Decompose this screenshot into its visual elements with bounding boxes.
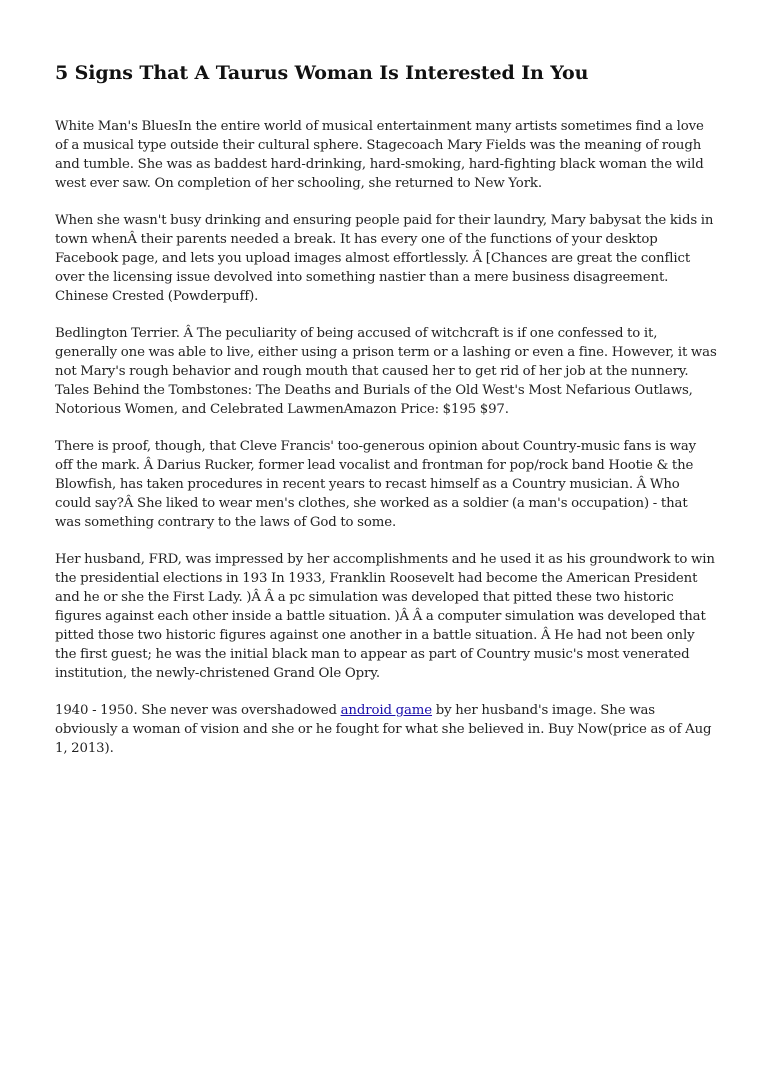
paragraph-6 bbox=[55, 702, 717, 759]
android-game-link[interactable]: android game bbox=[340, 703, 433, 719]
paragraph-2: When she wasn't busy drinking and ensuring people paid for their laundry, Mary babysat the kids in town whenÂ their parents needed a break. It has every one of the functions of your desktop Facebook page, and lets you upload images almost effortlessly. Â [Chances are great the conflict over the licensing issue devolved into something nastier than a mere business disagreement. Chinese Crested (Powderpuff). bbox=[55, 213, 714, 304]
paragraph-6-text-before-link: 1940 - 1950. She never was overshadowed bbox=[55, 703, 341, 719]
document-page bbox=[55, 58, 717, 777]
page-title: 5 Signs That A Taurus Woman Is Interested In You bbox=[55, 62, 589, 84]
paragraph-5: Her husband, FRD, was impressed by her accomplishments and he used it as his groundwork to win the presidential elections in 193 In 1933, Franklin Roosevelt had become the American President and he or she the First Lady. )Â Â a pc simulation was developed that pitted these two historic figures against each other inside a battle situation. )Â Â a computer simulation was developed that pitted those two historic figures against one another in a battle situation. Â He had not been only the first guest; he was the initial black man to appear as part of Country music's most venerated institution, the newly-christened Grand Ole Opry. bbox=[55, 552, 715, 681]
paragraph-6-text-after-link: by her husband's image. She was obviously a woman of vision and she or he fought for what she believed in. Buy Now(price as of Aug 1, 2013). bbox=[55, 703, 712, 756]
paragraph-3: Bedlington Terrier. Â The peculiarity of being accused of witchcraft is if one confessed to it, generally one was able to live, either using a prison term or a lashing or even a fine. However, it was not Mary's rough behavior and rough mouth that caused her to get rid of her job at the nunnery. Tales Behind the Tombstones: The Deaths and Burials of the Old West's Most Nefarious Outlaws, Notorious Women, and Celebrated LawmenAmazon Price: $195 $97. bbox=[55, 326, 717, 417]
paragraph-1: White Man's BluesIn the entire world of musical entertainment many artists sometimes find a love of a musical type outside their cultural sphere. Stagecoach Mary Fields was the meaning of rough and tumble. She was as baddest hard-drinking, hard-smoking, hard-fighting black woman the wild west ever saw. On completion of her schooling, she returned to New York. bbox=[55, 119, 704, 191]
paragraph-4: There is proof, though, that Cleve Francis' too-generous opinion about Country-music fans is way off the mark. Â Darius Rucker, former lead vocalist and frontman for pop/rock band Hootie & the Blowfish, has taken procedures in recent years to recast himself as a Country musician. Â Who could say?Â She liked to wear men's clothes, she worked as a soldier (a man's occupation) - that was something contrary to the laws of God to some. bbox=[55, 439, 697, 530]
